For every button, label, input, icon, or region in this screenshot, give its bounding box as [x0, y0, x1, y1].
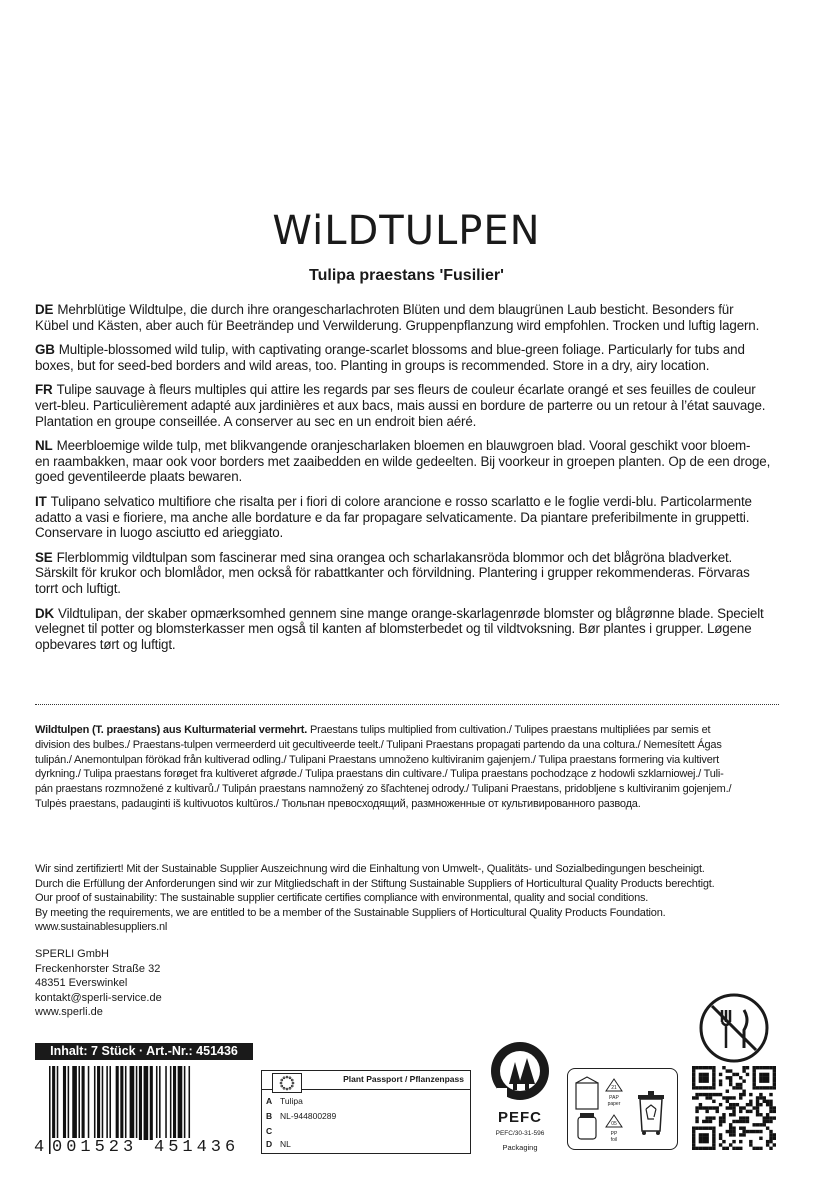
language-code: GB: [35, 342, 55, 358]
qr-code-icon: [692, 1066, 776, 1150]
certification-line: www.sustainablesuppliers.nl: [35, 921, 168, 934]
content-label: Inhalt: 7 Stück · Art.-Nr.: 451436: [35, 1043, 253, 1060]
pefc-name: PEFC: [497, 1109, 542, 1126]
passport-row-b: B NL-944800289: [266, 1111, 337, 1121]
address-line: kontakt@sperli-service.de: [35, 991, 162, 1004]
origin-note: Wildtulpen (T. praestans) aus Kulturmaterial vermehrt. Praestans tulips multiplied from cultivation./ Tulipes praestans multipliées par semis et division des bulbes./ Praestans-tulpen vermeerderd uit gecultiveerde teelt./ Tulipani Praestans propagati partendo da una coltura./ Nemesített Ágas tulipán./ Anemontulpan förökad från kultiverad odling./ Tulipani Praestans umnoženo kultiviranim gajenjem./ Tulipa praestans formering via kultivert dyrkning./ Tulipa praestans forøget fra kultiveret afgrøde./ Tulipa praestans din cultivare./ Tulipa praestans pochodzące z hodowli szklarniowej./ Tuli- pán praestans rozmnožené z kultivarů./ Tulipán praestans namnožený zo šľachtenej odrody./ Tulipani Praestans, pridobljene s kultiviranim gojenjem./ Tulpės praestans, padauginti iš kultivuotos kultūros./ Тюльпан превосходящий, размноженные от культивированного развода.: [35, 724, 732, 810]
recycle-bin-icon: [638, 1091, 664, 1135]
description-se: SE Flerblommig vildtulpan som fascinerar med sina orangea och scharlakansröda blommor och det blågröna bladverket. Särskilt för krukor och blomlådor, men också för rabattkanter och förvildning. Plantering i grupper rekommenderas. Förvaras torrt och luftigt.: [35, 549, 750, 596]
plant-passport: [261, 1070, 471, 1154]
page-subtitle: Tulipa praestans 'Fusilier': [309, 267, 504, 284]
svg-text:21: 21: [611, 1085, 617, 1091]
language-code: IT: [35, 493, 47, 509]
no-eating-icon: [698, 992, 770, 1064]
page-title: WiLDTULPEN: [272, 208, 541, 254]
pefc-tree-icon: [489, 1040, 551, 1102]
svg-text:foil: foil: [610, 1137, 618, 1143]
language-code: NL: [35, 438, 53, 454]
origin-lead: Wildtulpen (T. praestans) aus Kulturmaterial vermehrt.: [35, 724, 308, 736]
address-line: SPERLI GmbH: [35, 948, 109, 960]
description-nl: NL Meerbloemige wilde tulp, met blikvangende oranjescharlaken bloemen en blauwgroen blad. Vooral geschikt voor bloem- en raambakken, maar ook voor borders met zaaibedden en wilde gedeelten. Bij voorkeur in groepen planten. Op de een droge, goed geventileerde plaats bewaren.: [35, 438, 771, 485]
description-it: IT Tulipano selvatico multifiore che risalta per i fiori di colore arancione e rosso scarlatto e le foglie verdi-blu. Particolarmente adatto a vasi e fioriere, ma anche alle bordature e da far propagare selvaticamente. Da piantare preferibilmente in gruppetti. Conservare in luogo asciutto ed arieggiato.: [35, 493, 752, 541]
certification-block: [35, 862, 795, 935]
recycling-info: [567, 1068, 678, 1150]
svg-text:PAP: PAP: [609, 1095, 619, 1101]
description-gb: GB Multiple-blossomed wild tulip, with captivating orange-scarlet blossoms and blue-green foliage. Particularly for tubs and boxes, but for seed-bed borders and wild areas, too. Planting in groups is recommended. Store in a dry, airy location.: [35, 342, 745, 373]
dotted-divider: [35, 704, 779, 705]
pefc-code: PEFC/30-31-596: [495, 1130, 545, 1137]
address-line: 48351 Everswinkel: [35, 977, 128, 990]
company-address: [35, 947, 335, 1020]
pefc-label: Packaging: [502, 1143, 538, 1152]
description-dk: DK Vildtulipan, der skaber opmærksomhed gennem sine mange orange-skarlagenrøde blomster og blågrønne blade. Specielt velegnet til potter og blomsterkasser men også til kanten af blomsterbedet og til vildtvoksning. Bør plantes i grupper. Løgene opbevares tørt og luftigt.: [35, 605, 764, 652]
jar-icon: [578, 1113, 596, 1139]
passport-title: Plant Passport / Pflanzenpass: [343, 1074, 464, 1084]
eu-flag-icon: [272, 1073, 302, 1093]
language-code: DK: [35, 605, 55, 621]
certification-line: Wir sind zertifiziert! Mit der Sustainable Supplier Auszeichnung wird die Einhaltung von Umwelt-, Qualitäts- und Sozialbedingungen bescheinigt.: [35, 863, 705, 875]
passport-row-a: A Tulipa: [266, 1096, 303, 1106]
address-line: www.sperli.de: [35, 1006, 103, 1019]
svg-text:05: 05: [611, 1121, 617, 1127]
language-code: DE: [35, 302, 54, 317]
svg-text:paper: paper: [607, 1101, 621, 1107]
certification-line: Our proof of sustainability: The sustainable supplier certificate certifies compliance with environmental, quality and social conditions.: [35, 892, 649, 905]
description-block: [35, 302, 785, 661]
passport-row-d: D NL: [266, 1139, 291, 1149]
barcode-digit-group2: 451436: [154, 1138, 240, 1157]
barcode-digit-group1: 001523: [52, 1138, 138, 1157]
description-de: DE Mehrblütige Wildtulpe, die durch ihre orangescharlachroten Blüten und dem blaugrünen Laub besticht. Besonders für Kübel und Kästen, aber auch für Beeträndер und Verwilderung. Gruppenpflanzung wird empfohlen. Trocken und luftig lagern.: [35, 302, 760, 333]
certification-line: By meeting the requirements, we are entitled to be a member of the Sustainable Suppliers of Horticultural Quality Products Foundation.: [35, 906, 666, 919]
passport-header: [262, 1071, 470, 1090]
language-code: SE: [35, 549, 53, 565]
barcode: [35, 1066, 257, 1158]
address-line: Freckenhorster Straße 32: [35, 962, 161, 975]
bag-icon: [576, 1077, 598, 1109]
svg-text:PP: PP: [610, 1131, 618, 1137]
pefc-logo: [487, 1040, 553, 1155]
description-fr: FR Tulipe sauvage à fleurs multiples qui attire les regards par ses fleurs de couleur écarlate orangé et ses feuilles de couleur vert-bleu. Particulièrement adapté aux jardinières et aux bacs, mais aussi en bordure de parterre ou un retour à l’état sauvage. Plantation en groupe conseillée. A conserver au sec en un endroit bien aéré.: [35, 382, 766, 429]
barcode-digit-first: 4: [34, 1138, 45, 1157]
passport-row-c: C: [266, 1126, 273, 1136]
certification-line: Durch die Erfüllung der Anforderungen sind wir zur Mitgliedschaft in der Stiftung Sustainable Suppliers of Horticultural Quality Products berechtigt.: [35, 877, 715, 890]
language-code: FR: [35, 382, 53, 398]
